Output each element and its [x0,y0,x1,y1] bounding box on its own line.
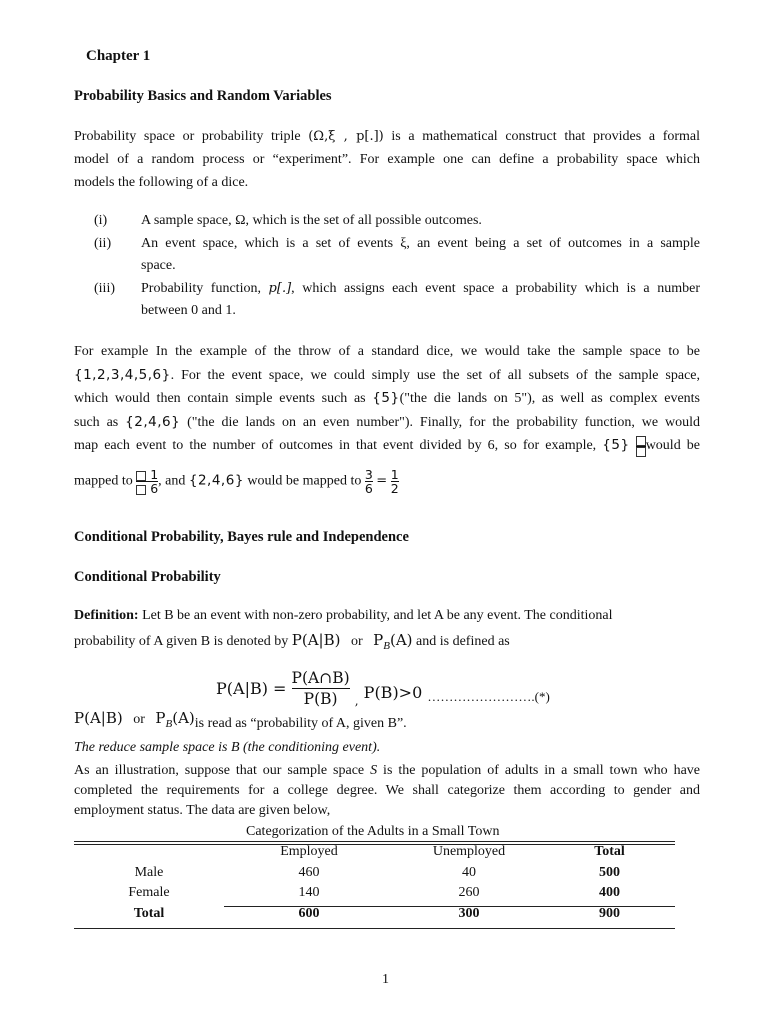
intro-paragraph [74,125,700,194]
definition-line-2: probability of A given B is denoted by P(A|B) or $P_B(A)$ and is defined as [74,631,510,652]
illustration-paragraph: As an illustration, suppose that our sample space S is the population of adults in a small town who have completed the requirements for a college degree. We shall categorize them according to gender and employment status. The data are given below, [74,763,700,818]
intro-line-1: Probability space or probability triple (Ω,ξ , p[.]) is a mathematical construct that provides a formal [74,129,701,144]
table-bottom-rule [74,928,675,929]
adults-categorization-table [74,842,675,924]
placeholder-box-icon [636,447,646,457]
formula-fraction: $\frac{P(A\cap B)}{P(B)}$ [291,669,350,708]
list-item: (ii) An event space, which is a set of events ξ, an event being a set of outcomes in a sample space. [94,235,700,273]
definition-line-1: Definition: Let B be an event with non-zero probability, and let A be any event. The conditional [74,608,613,623]
sample-space-set: {1,2,3,4,5,6} [74,366,171,383]
section-heading-conditional-probability: Conditional Probability [74,569,221,585]
table-caption: Categorization of the Adults in a Small Town [246,824,500,839]
fraction-one-sixth: $\frac{1}{6}$ [136,468,158,495]
probability-triple-math: (Ω,ξ , p[.]) [308,129,384,144]
table-row: Total 600 300 900 [133,905,620,921]
dice-example-paragraph: For example In the example of the throw of a standard dice, we would take the sample space to be {1,2,3,4,5,6}. For the event space, we could simply use the set of all subsets of the sample space, which would then contain simple events such as {5}("the die lands on 5"), as well as complex events such as {2,4,6} ("the die lands on an even number"). Finally, for the probability function, we would map each event to the number of outcomes in that event divided by 6, so for example, {5} would be [74,340,700,458]
definition-list [94,210,700,323]
table-row: Female 140 260 400 [128,885,620,901]
page-number: 1 [382,972,389,987]
column-header: Employed [280,844,338,860]
dice-example-last-line: mapped to $\frac{1}{6}$ , and {2,4,6} would be mapped to $\frac{3}{6}$ = $\frac{1}{2}$ [74,467,399,496]
definition-label: Definition: [74,608,139,623]
intro-line-2: model of a random process or “experiment”. For example one can define a probability space which [74,152,700,167]
table-row: Male 460 40 500 [134,864,620,880]
fraction-three-sixths: $\frac{3}{6}$ [364,467,373,496]
column-header: Total [594,844,625,860]
chapter-title: Chapter 1 [86,48,151,64]
section-heading-probability-basics: Probability Basics and Random Variables [74,88,332,104]
placeholder-box-icon [136,485,146,495]
read-as-line: P(A|B) or $P_B(A)is$ read as “probability of A, given B”. [74,709,407,731]
reduce-sample-space-note: The reduce sample space is B (the conditioning event). [74,740,381,755]
placeholder-box-icon [136,471,146,481]
conditional-probability-formula: P(A|B) = $\frac{P(A\cap B)}{P(B)}$ $_,$ P(B)>0 $_{\dots\dots\dots\dots\dots\dots\dots\dots.(*)}$ [216,669,550,708]
list-item: (i) A sample space, Ω, which is the set of all possible outcomes. [94,213,482,228]
table-header-row [74,842,675,863]
placeholder-fraction [636,436,646,457]
intro-line-3: models the following of a dice. [74,175,249,190]
placeholder-box-icon [636,436,646,446]
fraction-one-half: $\frac{1}{2}$ [390,467,399,496]
section-heading-conditional-bayes: Conditional Probability, Bayes rule and Independence [74,529,409,545]
list-item: (iii) Probability function, p[.], which assigns each event space a probability which is a number between 0 and 1. [94,280,700,318]
column-header: Unemployed [432,844,506,860]
